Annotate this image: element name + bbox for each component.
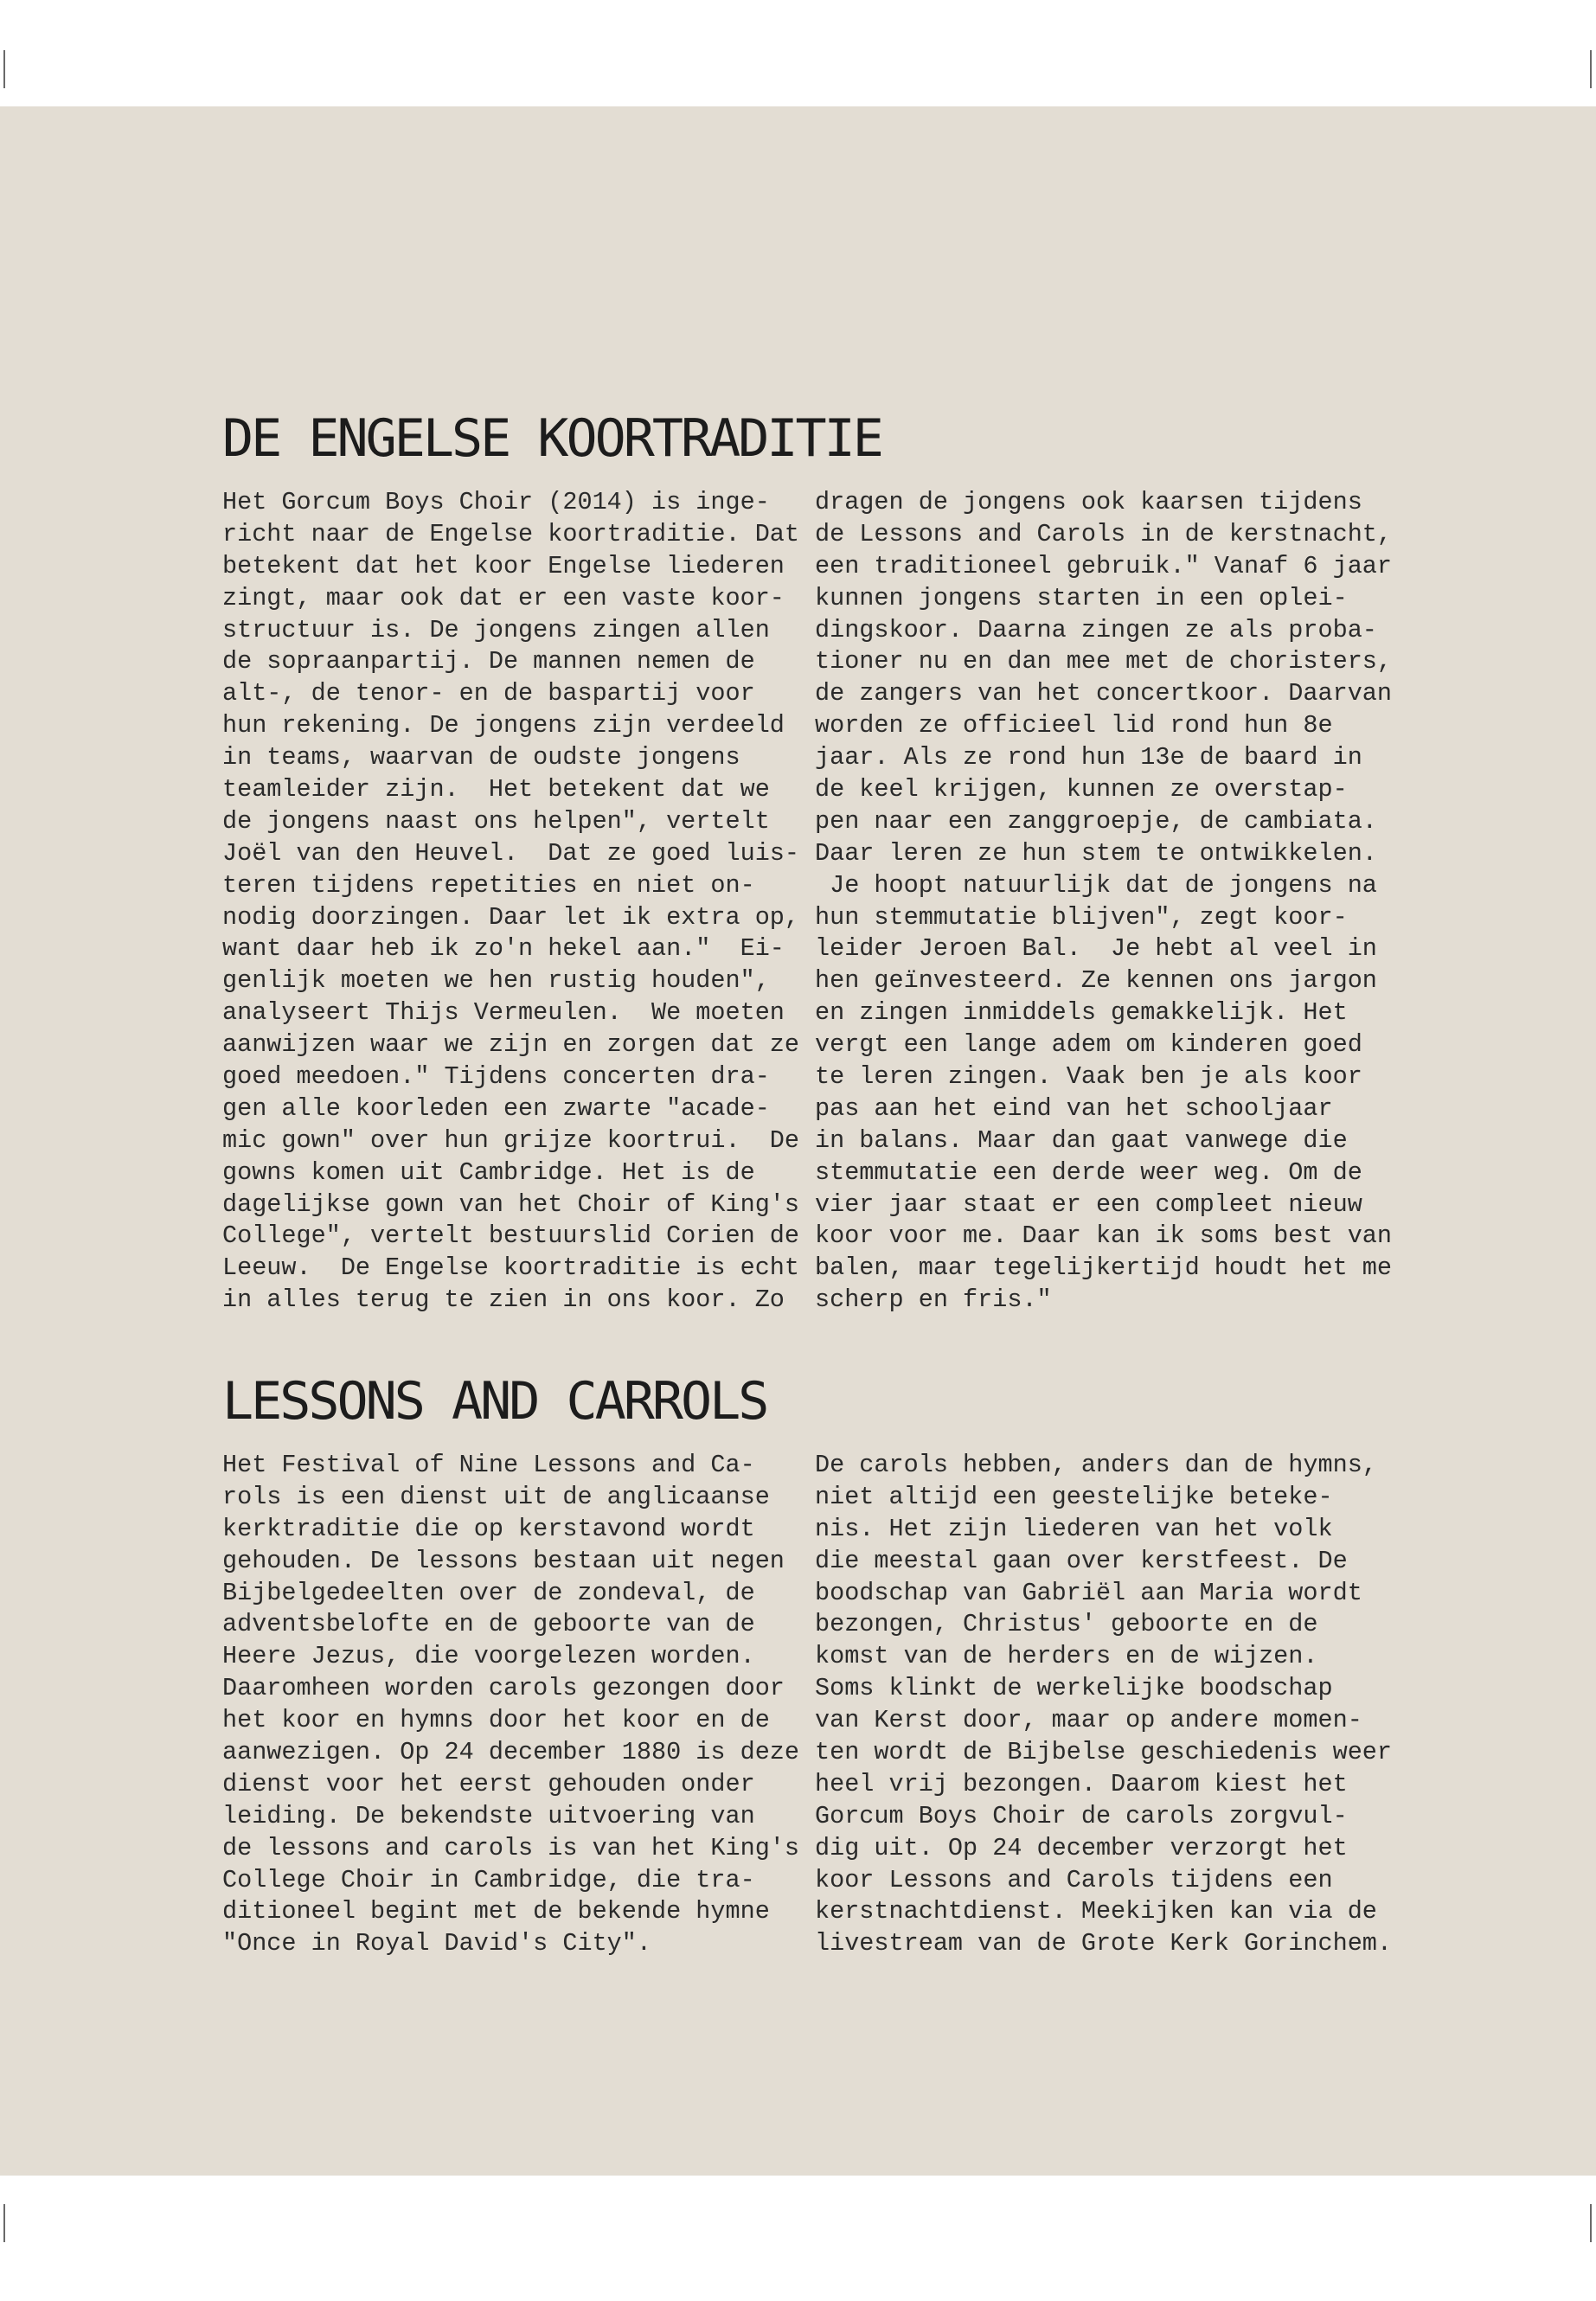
text-line: de keel krijgen, kunnen ze overstap-	[815, 775, 1348, 804]
text-line: Heere Jezus, die voorgelezen worden.	[222, 1642, 755, 1671]
text-line: dagelijkse gown van het Choir of King's	[222, 1189, 800, 1219]
text-line: scherp en fris."	[815, 1285, 1052, 1315]
section-1-column-left	[222, 487, 800, 1317]
text-line: boodschap van Gabriël aan Maria wordt	[815, 1578, 1362, 1607]
text-line: Gorcum Boys Choir de carols zorgvul-	[815, 1801, 1348, 1830]
crop-mark-bottom-left	[3, 2204, 5, 2242]
text-line: aanwijzen waar we zijn en zorgen dat ze	[222, 1030, 800, 1060]
text-line: niet altijd een geestelijke beteke-	[815, 1482, 1333, 1511]
text-line: nis. Het zijn liederen van het volk	[815, 1514, 1333, 1543]
text-line: Daar leren ze hun stem te ontwikkelen.	[815, 838, 1377, 868]
text-line: ten wordt de Bijbelse geschiedenis weer	[815, 1738, 1393, 1767]
text-line: adventsbelofte en de geboorte van de	[222, 1610, 755, 1639]
text-line: College Choir in Cambridge, die tra-	[222, 1865, 755, 1894]
text-line: betekent dat het koor Engelse liederen	[222, 551, 785, 580]
section-1-column-right	[815, 487, 1393, 1317]
text-line: hun rekening. De jongens zijn verdeeld	[222, 711, 785, 740]
text-line: richt naar de Engelse koortraditie. Dat	[222, 519, 800, 548]
text-line: de jongens naast ons helpen", vertelt	[222, 806, 770, 836]
text-line: De carols hebben, anders dan de hymns,	[815, 1451, 1377, 1479]
text-line: Je hoopt natuurlijk dat de jongens na	[815, 870, 1377, 900]
text-line: livestream van de Grote Kerk Gorinchem.	[815, 1929, 1393, 1958]
text-line: kerktraditie die op kerstavond wordt	[222, 1514, 755, 1543]
text-line: "Once in Royal David's City".	[222, 1929, 651, 1958]
crop-mark-top-right	[1590, 50, 1592, 88]
text-line: de zangers van het concertkoor. Daarvan	[815, 679, 1393, 708]
text-line: Joël van den Heuvel. Dat ze goed luis-	[222, 838, 800, 868]
text-line: een traditioneel gebruik." Vanaf 6 jaar	[815, 551, 1393, 580]
text-line: leiding. De bekendste uitvoering van	[222, 1801, 755, 1830]
text-line: balen, maar tegelijkertijd houdt het me	[815, 1253, 1393, 1283]
section-heading-koortraditie: DE ENGELSE KOORTRADITIE	[222, 408, 881, 469]
text-line: in alles terug te zien in ons koor. Zo	[222, 1285, 785, 1315]
text-line: Soms klinkt de werkelijke boodschap	[815, 1674, 1333, 1703]
text-line: kerstnachtdienst. Meekijken kan via de	[815, 1897, 1377, 1926]
text-line: die meestal gaan over kerstfeest. De	[815, 1546, 1348, 1575]
text-line: koor Lessons and Carols tijdens een	[815, 1865, 1333, 1894]
text-line: Bijbelgedeelten over de zondeval, de	[222, 1578, 755, 1607]
text-line: in teams, waarvan de oudste jongens	[222, 743, 740, 772]
text-line: alt-, de tenor- en de baspartij voor	[222, 679, 755, 708]
text-line: aanwezigen. Op 24 december 1880 is deze	[222, 1738, 800, 1767]
text-line: worden ze officieel lid rond hun 8e	[815, 711, 1333, 740]
text-line: te leren zingen. Vaak ben je als koor	[815, 1062, 1362, 1092]
text-line: tioner nu en dan mee met de choristers,	[815, 647, 1393, 676]
text-line: gowns komen uit Cambridge. Het is de	[222, 1157, 755, 1187]
text-line: het koor en hymns door het koor en de	[222, 1706, 770, 1735]
text-line: hun stemmutatie blijven", zegt koor-	[815, 902, 1348, 932]
crop-mark-top-left	[3, 50, 5, 88]
section-2-column-right	[815, 1450, 1393, 1960]
section-heading-lessons-and-carrols: LESSONS AND CARROLS	[222, 1371, 767, 1432]
text-line: zingt, maar ook dat er een vaste koor-	[222, 583, 785, 612]
text-line: College", vertelt bestuurslid Corien de	[222, 1221, 800, 1251]
text-line: analyseert Thijs Vermeulen. We moeten	[222, 998, 785, 1028]
text-line: komst van de herders en de wijzen.	[815, 1642, 1318, 1671]
text-line: dragen de jongens ook kaarsen tijdens	[815, 488, 1362, 516]
text-line: nodig doorzingen. Daar let ik extra op,	[222, 902, 800, 932]
text-line: heel vrij bezongen. Daarom kiest het	[815, 1769, 1348, 1798]
text-line: en zingen inmiddels gemakkelijk. Het	[815, 998, 1348, 1028]
text-line: gehouden. De lessons bestaan uit negen	[222, 1546, 785, 1575]
text-line: in balans. Maar dan gaat vanwege die	[815, 1125, 1348, 1155]
text-line: mic gown" over hun grijze koortrui. De	[222, 1125, 800, 1155]
text-line: teren tijdens repetities en niet on-	[222, 870, 755, 900]
text-line: kunnen jongens starten in een oplei-	[815, 583, 1348, 612]
text-line: Daaromheen worden carols gezongen door	[222, 1674, 785, 1703]
text-line: Het Gorcum Boys Choir (2014) is inge-	[222, 488, 770, 516]
text-line: teamleider zijn. Het betekent dat we	[222, 775, 770, 804]
text-line: jaar. Als ze rond hun 13e de baard in	[815, 743, 1362, 772]
text-line: hen geïnvesteerd. Ze kennen ons jargon	[815, 966, 1377, 996]
text-line: dienst voor het eerst gehouden onder	[222, 1769, 755, 1798]
text-line: bezongen, Christus' geboorte en de	[815, 1610, 1318, 1639]
text-line: van Kerst door, maar op andere momen-	[815, 1706, 1362, 1735]
text-line: ditioneel begint met de bekende hymne	[222, 1897, 770, 1926]
text-line: vier jaar staat er een compleet nieuw	[815, 1189, 1362, 1219]
text-line: gen alle koorleden een zwarte "acade-	[222, 1093, 770, 1123]
text-line: pas aan het eind van het schooljaar	[815, 1093, 1333, 1123]
text-line: structuur is. De jongens zingen allen	[222, 615, 770, 644]
text-line: rols is een dienst uit de anglicaanse	[222, 1482, 770, 1511]
crop-mark-bottom-right	[1590, 2204, 1592, 2242]
text-line: goed meedoen." Tijdens concerten dra-	[222, 1062, 770, 1092]
text-line: dig uit. Op 24 december verzorgt het	[815, 1833, 1348, 1862]
text-line: de Lessons and Carols in de kerstnacht,	[815, 519, 1393, 548]
text-line: leider Jeroen Bal. Je hebt al veel in	[815, 934, 1377, 964]
text-line: dingskoor. Daarna zingen ze als proba-	[815, 615, 1377, 644]
text-line: Leeuw. De Engelse koortraditie is echt	[222, 1253, 800, 1283]
page-sheet	[0, 106, 1596, 2176]
text-line: stemmutatie een derde weer weg. Om de	[815, 1157, 1362, 1187]
text-line: koor voor me. Daar kan ik soms best van	[815, 1221, 1393, 1251]
text-line: de sopraanpartij. De mannen nemen de	[222, 647, 755, 676]
text-line: want daar heb ik zo'n hekel aan." Ei-	[222, 934, 785, 964]
text-line: vergt een lange adem om kinderen goed	[815, 1030, 1362, 1060]
text-line: de lessons and carols is van het King's	[222, 1833, 800, 1862]
text-line: genlijk moeten we hen rustig houden",	[222, 966, 770, 996]
text-line: Het Festival of Nine Lessons and Ca-	[222, 1451, 755, 1479]
text-line: pen naar een zanggroepje, de cambiata.	[815, 806, 1377, 836]
section-2-column-left	[222, 1450, 800, 1960]
